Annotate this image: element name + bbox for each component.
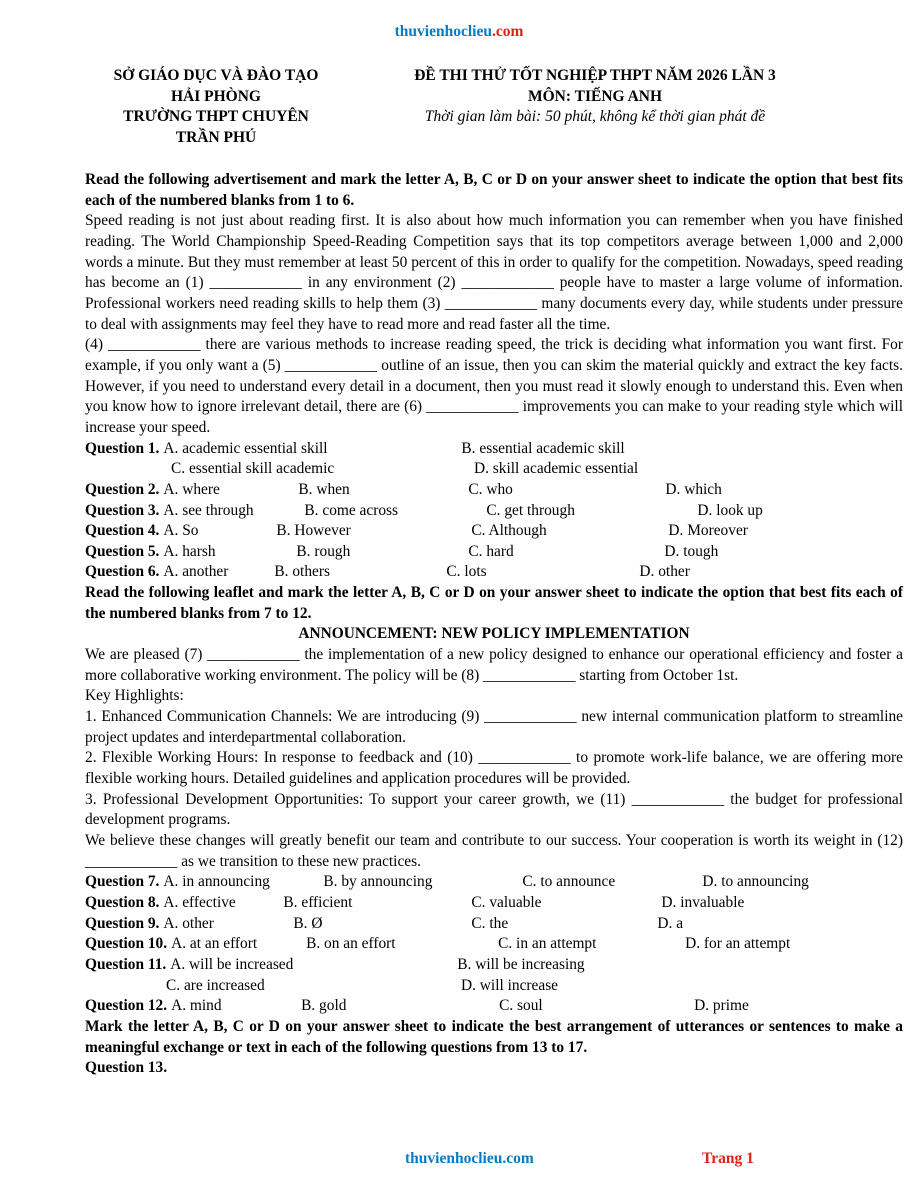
question-row-cont: [85, 976, 903, 997]
option-c: C. hard: [468, 542, 514, 560]
brand-part2: .com: [491, 23, 524, 40]
exam-header: [360, 66, 830, 128]
question-row: [85, 996, 903, 1017]
question-row: [85, 893, 903, 914]
option-d: D. a: [657, 914, 684, 932]
option-a: A. academic essential skill: [163, 439, 328, 457]
option-b: B. Ø: [293, 914, 323, 932]
school-name-line: TRẦN PHÚ: [175, 128, 257, 146]
option-d: D. to announcing: [702, 873, 809, 891]
option-c: C. Although: [471, 522, 547, 540]
question-row-cont: [85, 459, 903, 480]
brand-part1: thuvienhoclieu: [394, 23, 492, 40]
brand-logo: [0, 23, 918, 41]
option-a: A. So: [163, 522, 199, 540]
section2-paragraph5: 3. Professional Development Opportunities: To support your career growth, we (11) ____________ the budget for professional development programs.: [85, 790, 903, 829]
option-a: A. other: [163, 914, 214, 932]
exam-content: [85, 170, 903, 1079]
option-d: D. which: [665, 480, 722, 498]
option-a: A. will be increased: [170, 955, 294, 973]
section2-paragraph3: 1. Enhanced Communication Channels: We are introducing (9) ____________ new internal communication platform to streamline project updates and interdepartmental collaboration.: [85, 708, 903, 746]
option-a: A. in announcing: [163, 873, 270, 891]
question-row: [85, 562, 903, 583]
question-label: Question 11.: [85, 955, 167, 973]
question-label: Question 12.: [85, 997, 168, 1015]
school-header: [85, 66, 347, 148]
option-b: B. However: [276, 522, 351, 540]
question-row: [85, 480, 903, 501]
question-label: Question 6.: [85, 563, 160, 581]
section1-paragraph2: (4) ____________ there are various methods to increase reading speed, the trick is deciding what information you want first. For example, if you only want a (5) ____________ outline of an issue, then you can skim the material quickly and extract the key facts. However, if you need to understand every detail in a document, then you must read it slowly enough to understand this. Even when you know how to ignore irrelevant detail, there are (6) ____________ improvements you can make to your reading style which will increase your speed.: [85, 336, 903, 436]
exam-title: ĐỀ THI THỬ TỐT NGHIỆP THPT NĂM 2026 LẦN 3: [414, 67, 776, 84]
option-c: C. are increased: [166, 976, 265, 994]
section2-instruction: Read the following leaflet and mark the letter A, B, C or D on your answer sheet to indicate the option that best fits each of the numbered blanks from 7 to 12.: [85, 584, 903, 622]
option-c: C. valuable: [471, 893, 542, 911]
question-label: Question 7.: [85, 873, 160, 891]
option-c: C. soul: [499, 997, 543, 1015]
question-label: Question 3.: [85, 501, 160, 519]
option-d: D. prime: [694, 997, 749, 1015]
option-c: C. in an attempt: [498, 935, 597, 953]
question-label: Question 5.: [85, 542, 160, 560]
city-line: HẢI PHÒNG: [171, 87, 261, 105]
question-row: [85, 439, 903, 460]
footer-site: thuvienhoclieu.com: [405, 1150, 534, 1167]
question-row: [85, 872, 903, 893]
option-a: A. effective: [163, 893, 236, 911]
section2-paragraph6: We believe these changes will greatly benefit our team and contribute to our success. Your cooperation is worth its weight in (12) ____________ as we transition to these new practices.: [85, 832, 903, 870]
option-d: D. invaluable: [661, 893, 745, 911]
question-label: Question 4.: [85, 522, 160, 540]
exam-subject: MÔN: TIẾNG ANH: [527, 87, 663, 105]
question-label: Question 1.: [85, 439, 160, 457]
question-label: Question 2.: [85, 480, 160, 498]
option-a: A. where: [163, 480, 220, 498]
option-a: A. at an effort: [171, 935, 258, 953]
option-a: A. mind: [171, 997, 222, 1015]
question-label: Question 9.: [85, 914, 160, 932]
option-c: C. who: [468, 480, 513, 498]
option-b: B. others: [274, 563, 330, 581]
option-b: B. essential academic skill: [461, 439, 625, 457]
question-row: [85, 914, 903, 935]
option-b: B. will be increasing: [457, 955, 585, 973]
section2-paragraph1: We are pleased (7) ____________ the implementation of a new policy designed to enhance our operational efficiency and foster a more collaborative working environment. The policy will be (8) ____________ starting from October 1st.: [85, 646, 903, 684]
option-b: B. rough: [296, 542, 351, 560]
school-line: TRƯỜNG THPT CHUYÊN: [123, 108, 309, 125]
question-label: Question 8.: [85, 893, 160, 911]
option-b: B. when: [298, 480, 350, 498]
option-b: B. come across: [304, 501, 399, 519]
question-13-label: Question 13.: [85, 1059, 168, 1077]
section1-paragraph1: Speed reading is not just about reading first. It is also about how much information you can remember when you have finished reading. The World Championship Speed-Reading Competition says that its top competitors average between 1,000 and 2,000 words a minute. But they must remember at least 50 percent of this in order to qualify for the competition. Nowadays, speed reading has become an (1) ____________ in any environment (2) ____________ people have to master a large volume of information. Professional workers need reading skills to help them (3) ____________ many documents every day, while students under pressure to deal with assignments may feel they have to read more and read faster all the time.: [85, 212, 903, 333]
option-d: D. skill academic essential: [474, 460, 639, 478]
option-a: A. harsh: [163, 542, 216, 560]
option-b: B. by announcing: [323, 873, 433, 891]
section1-instruction: Read the following advertisement and mark the letter A, B, C or D on your answer sheet to indicate the option that best fits each of the numbered blanks from 1 to 6.: [85, 171, 903, 209]
section3-instruction: Mark the letter A, B, C or D on your answer sheet to indicate the best arrangement of utterances or sentences to make a meaningful exchange or text in each of the following questions from 13 to 17.: [85, 1017, 903, 1056]
exam-time: Thời gian làm bài: 50 phút, không kể thời gian phát đề: [424, 108, 766, 125]
option-d: D. tough: [664, 542, 719, 560]
dept-line: SỞ GIÁO DỤC VÀ ĐÀO TẠO: [113, 67, 319, 84]
option-c: C. to announce: [522, 873, 616, 891]
option-d: D. look up: [697, 501, 763, 519]
page-number: Trang 1: [702, 1150, 754, 1167]
option-d: D. Moreover: [668, 522, 748, 540]
option-c: C. essential skill academic: [171, 460, 335, 478]
option-a: A. see through: [163, 501, 254, 519]
announcement-heading: ANNOUNCEMENT: NEW POLICY IMPLEMENTATION: [298, 625, 690, 643]
option-b: B. gold: [301, 997, 347, 1015]
option-b: B. efficient: [283, 893, 353, 911]
question-row: [85, 934, 903, 955]
question-row: [85, 542, 903, 563]
question-row: [85, 955, 903, 976]
option-d: D. for an attempt: [685, 935, 791, 953]
section2-paragraph2: Key Highlights:: [85, 687, 184, 705]
option-c: C. get through: [486, 501, 575, 519]
option-c: C. the: [471, 914, 509, 932]
option-d: D. will increase: [461, 976, 559, 994]
option-c: C. lots: [446, 563, 487, 581]
option-b: B. on an effort: [306, 935, 396, 953]
question-row: [85, 501, 903, 522]
question-row: [85, 521, 903, 542]
option-a: A. another: [163, 563, 229, 581]
question-label: Question 10.: [85, 935, 168, 953]
option-d: D. other: [639, 563, 690, 581]
section2-paragraph4: 2. Flexible Working Hours: In response to feedback and (10) ____________ to promote work-life balance, we are offering more flexible working hours. Detailed guidelines and application procedures will be provided.: [85, 749, 903, 788]
